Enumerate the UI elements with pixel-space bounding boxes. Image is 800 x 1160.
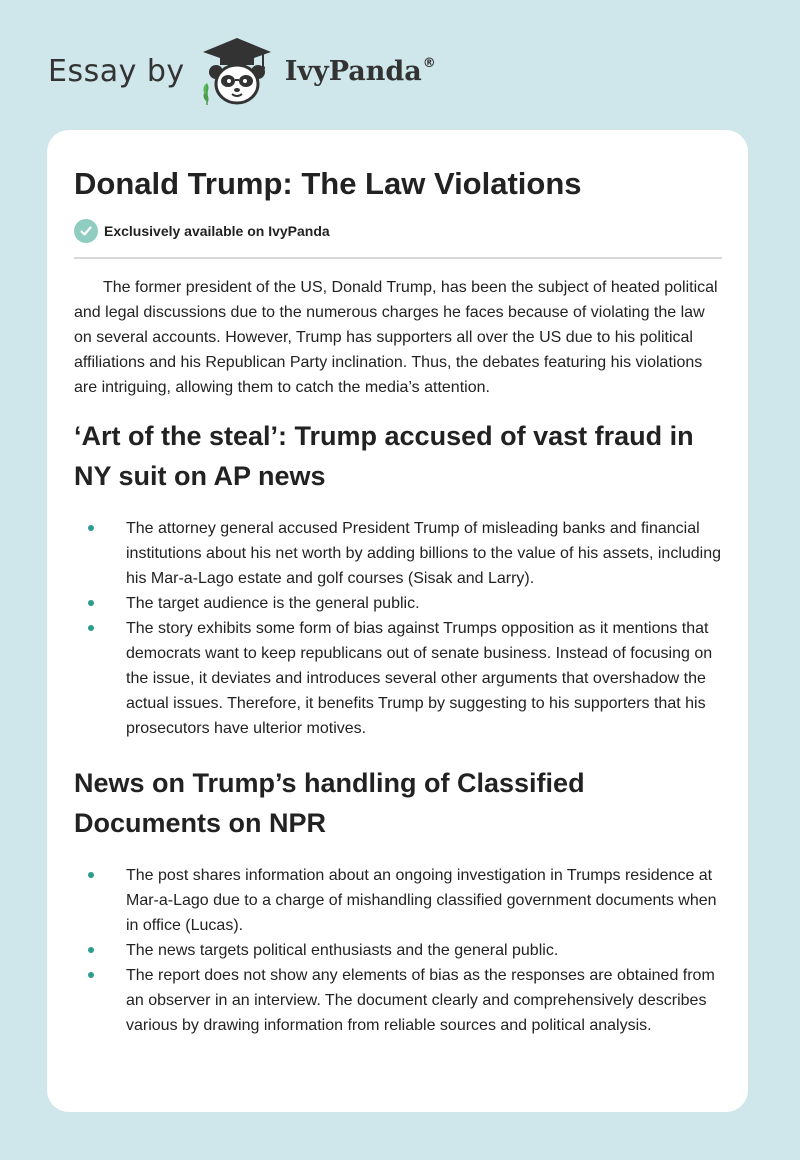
bullet-list [74, 516, 722, 741]
brand-prefix: Essay by [48, 53, 185, 89]
brand-name-text: IvyPanda [284, 55, 422, 87]
intro-paragraph: The former president of the US, Donald Trump, has been the subject of heated political and legal discussions due to the numerous charges he faces because of violating the law on several accounts. However, Trump has supporters all over the US due to his political affiliations and his Republican Party inclination. Thus, the debates featuring his violations are intriguing, allowing them to catch the media’s attention. [74, 279, 718, 396]
section-npr [74, 763, 722, 1038]
brand-header [48, 36, 436, 106]
check-circle-icon [74, 219, 98, 243]
page-title: Donald Trump: The Law Violations [74, 166, 582, 201]
list-item: The story exhibits some form of bias against Trumps opposition as it mentions that democrats want to keep republicans out of senate business. Instead of focusing on the issue, it deviates and introduces several other arguments that overshadow the actual issues. Therefore, it benefits Trump by suggesting to his supporters that his prosecutors have ulterior motives. [74, 616, 722, 741]
registered-mark: ® [422, 55, 436, 71]
list-item: The news targets political enthusiasts and the general public. [74, 938, 722, 963]
section-heading: ‘Art of the steal’: Trump accused of vast fraud in NY suit on AP news [74, 421, 694, 491]
list-item: The target audience is the general public. [74, 591, 722, 616]
brand-name [285, 56, 436, 87]
bullet-list [74, 863, 722, 1038]
exclusive-badge [74, 219, 722, 259]
list-item: The report does not show any elements of bias as the responses are obtained from an observer in an interview. The document clearly and comprehensively describes various by drawing information from reliable sources and political analysis. [74, 963, 722, 1038]
section-ap-news [74, 416, 722, 741]
exclusive-badge-label: Exclusively available on IvyPanda [104, 223, 330, 239]
panda-graduate-icon [199, 35, 275, 107]
list-item: The post shares information about an ongoing investigation in Trumps residence at Mar-a-Lago due to a charge of mishandling classified government documents when in office (Lucas). [74, 863, 722, 938]
essay-card [47, 130, 748, 1112]
section-heading: News on Trump’s handling of Classified Documents on NPR [74, 768, 585, 838]
list-item: The attorney general accused President Trump of misleading banks and financial institutions about his net worth by adding billions to the value of his assets, including his Mar-a-Lago estate and golf courses (Sisak and Larry). [74, 516, 722, 591]
